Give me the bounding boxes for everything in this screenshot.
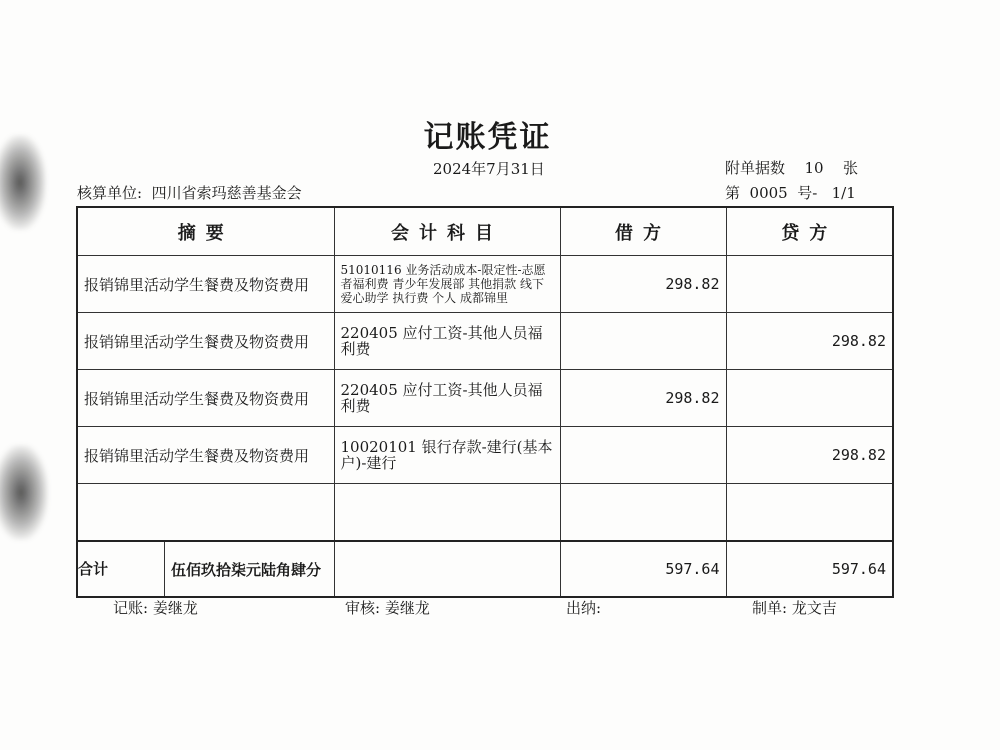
preparer-label: 制单: (752, 599, 788, 617)
voucher-table (76, 206, 894, 598)
preparer-name: 龙文吉 (791, 599, 837, 617)
row-debit (560, 427, 726, 484)
row-credit (726, 256, 893, 313)
table-row (77, 256, 893, 313)
voucher-number: 第 0005 号- 1/1 (725, 184, 856, 202)
row-debit: 298.82 (560, 256, 726, 313)
voucher-date: 2024年7月31日 (433, 160, 545, 178)
row-debit: 298.82 (560, 370, 726, 427)
empty-cell (77, 484, 334, 542)
row-account: 220405 应付工资-其他人员福利费 (334, 370, 560, 427)
row-account: 51010116 业务活动成本-限定性-志愿者福利费 青少年发展部 其他捐款 线下爱心助学 执行费 个人 成都锦里 (334, 256, 560, 313)
bookkeeper (113, 597, 198, 618)
reviewer-label: 审核: (345, 599, 381, 617)
table-row-empty (77, 484, 893, 542)
attachments-unit: 张 (843, 159, 859, 177)
table-row (77, 427, 893, 484)
header-credit: 贷方 (726, 207, 893, 256)
total-credit: 597.64 (726, 541, 893, 597)
empty-cell (560, 484, 726, 542)
table-row (77, 370, 893, 427)
empty-cell (726, 484, 893, 542)
row-credit (726, 370, 893, 427)
row-credit: 298.82 (726, 427, 893, 484)
total-debit: 597.64 (560, 541, 726, 597)
bookkeeper-name: 姜继龙 (152, 599, 198, 617)
table-row (77, 313, 893, 370)
total-row (77, 541, 893, 597)
table-header-row (77, 207, 893, 256)
row-summary: 报销锦里活动学生餐费及物资费用 (77, 370, 334, 427)
empty-cell (334, 484, 560, 542)
cashier-label: 出纳: (566, 599, 602, 617)
row-summary: 报销锦里活动学生餐费及物资费用 (77, 256, 334, 313)
unit-name: 四川省索玛慈善基金会 (151, 184, 302, 202)
attachments-info (725, 157, 858, 178)
unit-label: 核算单位: (77, 184, 143, 202)
row-summary: 报销锦里活动学生餐费及物资费用 (77, 427, 334, 484)
total-account-cell (334, 541, 560, 597)
cashier (566, 597, 606, 618)
row-debit (560, 313, 726, 370)
scan-punch-mark-bottom (0, 445, 48, 540)
preparer (752, 597, 837, 618)
header-account: 会计科目 (334, 207, 560, 256)
attachments-count: 10 (804, 159, 824, 177)
header-summary: 摘要 (77, 207, 334, 256)
attachments-label: 附单据数 (725, 159, 786, 177)
header-debit: 借方 (560, 207, 726, 256)
reviewer (345, 597, 430, 618)
accounting-unit (77, 182, 302, 203)
row-account: 220405 应付工资-其他人员福利费 (334, 313, 560, 370)
row-account: 10020101 银行存款-建行(基本户)-建行 (334, 427, 560, 484)
total-summary-cell (77, 541, 334, 597)
bookkeeper-label: 记账: (113, 599, 149, 617)
row-credit: 298.82 (726, 313, 893, 370)
total-amount-words: 伍佰玖拾柒元陆角肆分 (171, 560, 322, 579)
total-label: 合计 (78, 542, 165, 596)
reviewer-name: 姜继龙 (384, 599, 430, 617)
voucher-title: 记账凭证 (423, 120, 552, 155)
row-summary: 报销锦里活动学生餐费及物资费用 (77, 313, 334, 370)
